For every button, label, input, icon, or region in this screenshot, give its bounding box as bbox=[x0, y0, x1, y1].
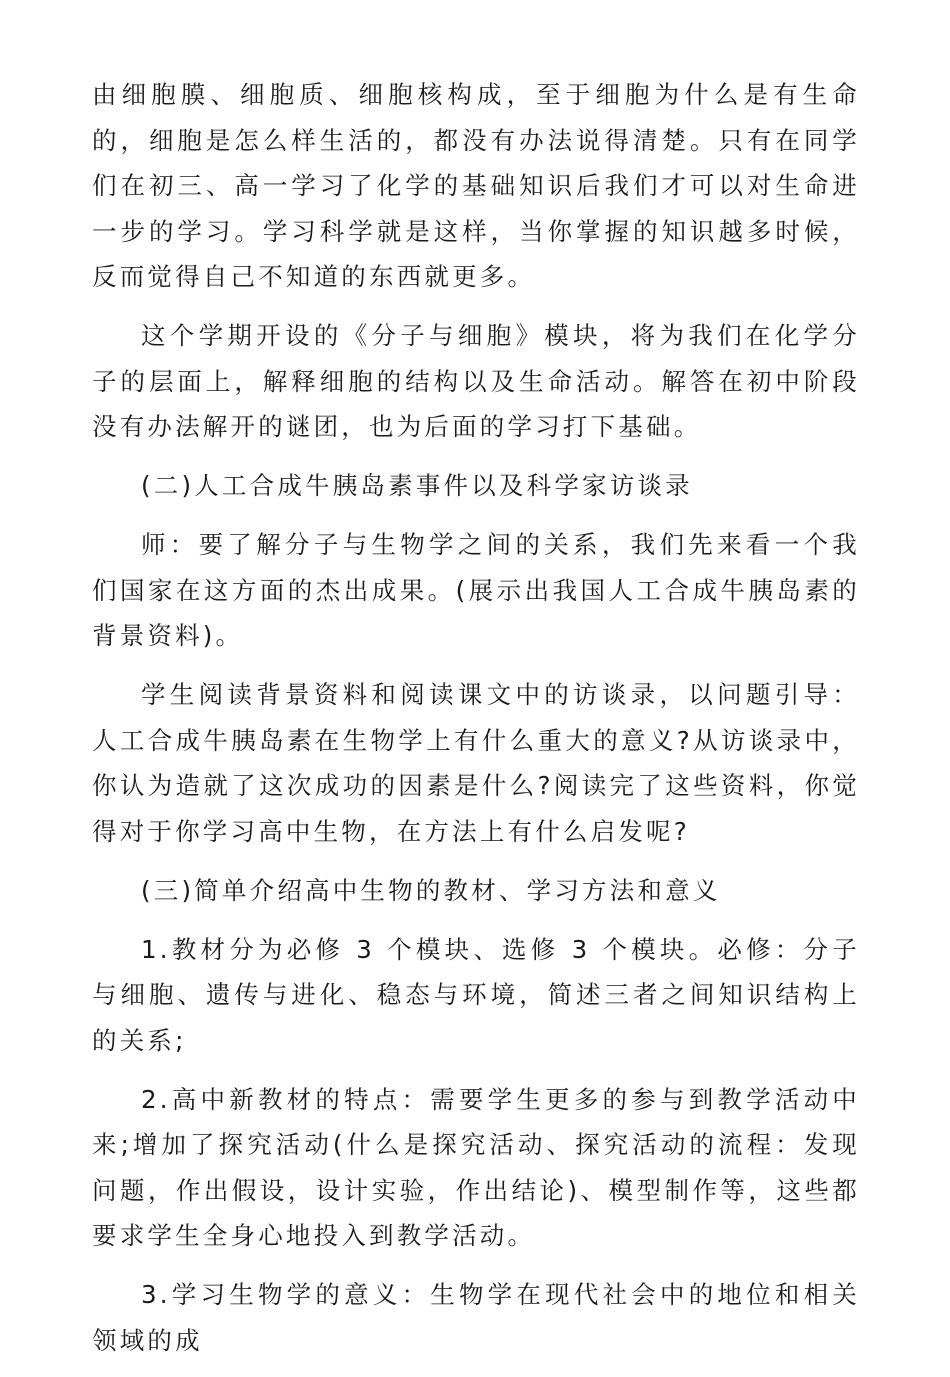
list-item-1: 1.教材分为必修 3 个模块、选修 3 个模块。必修：分子与细胞、遗传与进化、稳态与环境，简述三者之间知识结构上的关系; bbox=[92, 934, 860, 1055]
paragraph-student-reading: 学生阅读背景资料和阅读课文中的访谈录，以问题引导：人工合成牛胰岛素在生物学上有什么重大的意义?从访谈录中，你认为造就了这次成功的因素是什么?阅读完了这些资料，你觉得对于你学习高中生物，在方法上有什么启发呢? bbox=[92, 680, 860, 846]
paragraph-cell-structure: 由细胞膜、细胞质、细胞核构成，至于细胞为什么是有生命的，细胞是怎么样生活的，都没有办法说得清楚。只有在同学们在初三、高一学习了化学的基础知识后我们才可以对生命进一步的学习。学习科学就是这样，当你掌握的知识越多时候，反而觉得自己不知道的东西就更多。 bbox=[92, 80, 860, 291]
paragraph-module-intro: 这个学期开设的《分子与细胞》模块，将为我们在化学分子的层面上，解释细胞的结构以及生命活动。解答在初中阶段没有办法解开的谜团，也为后面的学习打下基础。 bbox=[92, 321, 860, 441]
list-item-3: 3.学习生物学的意义：生物学在现代社会中的地位和相关领域的成 bbox=[92, 1280, 860, 1355]
section-heading-textbook: (三)简单介绍高中生物的教材、学习方法和意义 bbox=[141, 875, 721, 905]
list-item-2: 2.高中新教材的特点：需要学生更多的参与到教学活动中来;增加了探究活动(什么是探究活动、探究活动的流程：发现问题，作出假设，设计实验，作出结论)、模型制作等，这些都要求学生全身心地投入到教学活动。 bbox=[92, 1084, 860, 1250]
paragraph-teacher-remark: 师：要了解分子与生物学之间的关系，我们先来看一个我们国家在这方面的杰出成果。(展示出我国人工合成牛胰岛素的背景资料)。 bbox=[92, 530, 860, 650]
section-heading-insulin: (二)人工合成牛胰岛素事件以及科学家访谈录 bbox=[141, 471, 693, 500]
document-page bbox=[92, 72, 860, 1377]
